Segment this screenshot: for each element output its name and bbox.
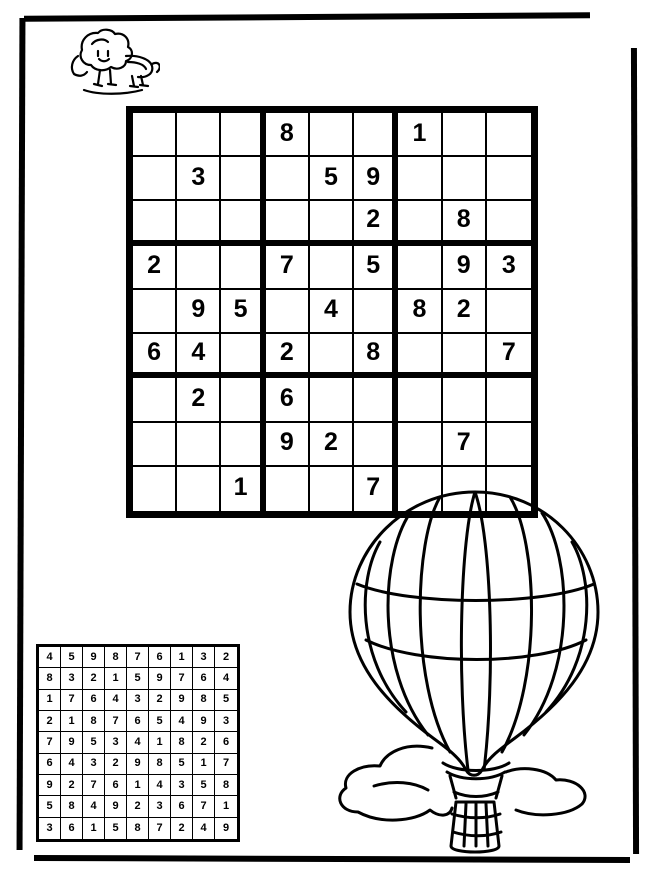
solution-cell-r4c5: 6 <box>127 711 149 732</box>
sudoku-cell-r8c4[interactable]: 9 <box>266 423 310 467</box>
solution-cell-r8c2: 8 <box>61 796 83 817</box>
solution-cell-r5c3: 5 <box>83 732 105 753</box>
sudoku-cell-r7c7[interactable] <box>398 378 442 422</box>
sudoku-cell-r2c7[interactable] <box>398 157 442 201</box>
sudoku-cell-r2c9[interactable] <box>487 157 531 201</box>
solution-cell-r2c3: 2 <box>83 668 105 689</box>
solution-cell-r4c3: 8 <box>83 711 105 732</box>
sudoku-cell-r4c7[interactable] <box>398 246 442 290</box>
solution-cell-r3c2: 7 <box>61 690 83 711</box>
sudoku-cell-r5c6[interactable] <box>354 290 398 334</box>
sudoku-cell-r2c6[interactable]: 9 <box>354 157 398 201</box>
sudoku-cell-r7c6[interactable] <box>354 378 398 422</box>
sudoku-cell-r1c4[interactable]: 8 <box>266 113 310 157</box>
sudoku-cell-r7c2[interactable]: 2 <box>177 378 221 422</box>
solution-cell-r3c4: 4 <box>105 690 127 711</box>
sudoku-cell-r6c7[interactable] <box>398 334 442 378</box>
solution-cell-r8c8: 7 <box>193 796 215 817</box>
sudoku-puzzle-grid[interactable] <box>126 106 538 518</box>
solution-cell-r5c9: 6 <box>215 732 237 753</box>
sudoku-cell-r3c7[interactable] <box>398 201 442 245</box>
solution-cell-r7c5: 1 <box>127 775 149 796</box>
sudoku-cell-r8c9[interactable] <box>487 423 531 467</box>
sudoku-cell-r8c7[interactable] <box>398 423 442 467</box>
sudoku-cell-r4c3[interactable] <box>221 246 265 290</box>
sudoku-cell-r8c5[interactable]: 2 <box>310 423 354 467</box>
solution-cell-r4c1: 2 <box>39 711 61 732</box>
solution-cell-r3c9: 5 <box>215 690 237 711</box>
solution-cell-r6c2: 4 <box>61 754 83 775</box>
sudoku-cell-r6c8[interactable] <box>443 334 487 378</box>
sudoku-cell-r5c3[interactable]: 5 <box>221 290 265 334</box>
solution-cell-r2c2: 3 <box>61 668 83 689</box>
sudoku-cell-r3c3[interactable] <box>221 201 265 245</box>
sudoku-cell-r8c8[interactable]: 7 <box>443 423 487 467</box>
hot-air-balloon-drawing <box>310 480 640 870</box>
solution-cell-r7c3: 7 <box>83 775 105 796</box>
sudoku-cell-r1c6[interactable] <box>354 113 398 157</box>
solution-cell-r3c8: 8 <box>193 690 215 711</box>
solution-cell-r2c5: 5 <box>127 668 149 689</box>
solution-cell-r7c6: 4 <box>149 775 171 796</box>
solution-cell-r4c4: 7 <box>105 711 127 732</box>
sudoku-cell-r6c2[interactable]: 4 <box>177 334 221 378</box>
sudoku-cell-r7c8[interactable] <box>443 378 487 422</box>
page-border-left <box>17 18 26 850</box>
solution-cell-r2c9: 4 <box>215 668 237 689</box>
sudoku-solution-grid <box>36 644 240 842</box>
sudoku-cell-r5c7[interactable]: 8 <box>398 290 442 334</box>
solution-cell-r8c7: 6 <box>171 796 193 817</box>
sudoku-cell-r6c4[interactable]: 2 <box>266 334 310 378</box>
solution-cell-r7c1: 9 <box>39 775 61 796</box>
sudoku-cell-r1c3[interactable] <box>221 113 265 157</box>
solution-cell-r1c7: 1 <box>171 647 193 668</box>
sudoku-cell-r3c1[interactable] <box>133 201 177 245</box>
sudoku-cell-r5c4[interactable] <box>266 290 310 334</box>
solution-cell-r5c5: 4 <box>127 732 149 753</box>
sudoku-cell-r5c8[interactable]: 2 <box>443 290 487 334</box>
solution-cell-r2c4: 1 <box>105 668 127 689</box>
solution-cell-r6c9: 7 <box>215 754 237 775</box>
sudoku-cell-r7c4[interactable]: 6 <box>266 378 310 422</box>
solution-cell-r1c3: 9 <box>83 647 105 668</box>
solution-cell-r7c9: 8 <box>215 775 237 796</box>
sudoku-cell-r7c5[interactable] <box>310 378 354 422</box>
sudoku-cell-r5c1[interactable] <box>133 290 177 334</box>
sudoku-cell-r6c5[interactable] <box>310 334 354 378</box>
solution-cell-r5c2: 9 <box>61 732 83 753</box>
sudoku-cell-r2c4[interactable] <box>266 157 310 201</box>
sudoku-cell-r7c9[interactable] <box>487 378 531 422</box>
sudoku-cell-r1c7[interactable]: 1 <box>398 113 442 157</box>
solution-cell-r4c2: 1 <box>61 711 83 732</box>
sudoku-cell-r3c2[interactable] <box>177 201 221 245</box>
sudoku-cell-r3c6[interactable]: 2 <box>354 201 398 245</box>
solution-cell-r1c1: 4 <box>39 647 61 668</box>
lion-mascot-logo <box>40 26 160 96</box>
sudoku-cell-r6c6[interactable]: 8 <box>354 334 398 378</box>
solution-cell-r9c3: 1 <box>83 818 105 839</box>
sudoku-cell-r4c5[interactable] <box>310 246 354 290</box>
solution-cell-r2c6: 9 <box>149 668 171 689</box>
solution-cell-r1c5: 7 <box>127 647 149 668</box>
sudoku-cell-r2c2[interactable]: 3 <box>177 157 221 201</box>
solution-cell-r3c7: 9 <box>171 690 193 711</box>
solution-cell-r4c7: 4 <box>171 711 193 732</box>
page-border-top <box>24 12 590 21</box>
sudoku-cell-r2c3[interactable] <box>221 157 265 201</box>
sudoku-cell-r3c9[interactable] <box>487 201 531 245</box>
solution-cell-r6c6: 8 <box>149 754 171 775</box>
sudoku-cell-r4c2[interactable] <box>177 246 221 290</box>
solution-cell-r8c4: 9 <box>105 796 127 817</box>
sudoku-cell-r8c2[interactable] <box>177 423 221 467</box>
solution-cell-r6c4: 2 <box>105 754 127 775</box>
solution-cell-r9c8: 4 <box>193 818 215 839</box>
sudoku-cell-r7c1[interactable] <box>133 378 177 422</box>
solution-cell-r3c5: 3 <box>127 690 149 711</box>
sudoku-cell-r6c1[interactable]: 6 <box>133 334 177 378</box>
solution-cell-r8c1: 5 <box>39 796 61 817</box>
sudoku-cell-r6c9[interactable]: 7 <box>487 334 531 378</box>
sudoku-cell-r9c1[interactable] <box>133 467 177 511</box>
sudoku-cell-r4c6[interactable]: 5 <box>354 246 398 290</box>
solution-cell-r9c1: 3 <box>39 818 61 839</box>
sudoku-cell-r2c5[interactable]: 5 <box>310 157 354 201</box>
solution-cell-r6c8: 1 <box>193 754 215 775</box>
solution-cell-r6c7: 5 <box>171 754 193 775</box>
solution-cell-r8c3: 4 <box>83 796 105 817</box>
solution-cell-r7c8: 5 <box>193 775 215 796</box>
sudoku-cell-r9c2[interactable] <box>177 467 221 511</box>
solution-cell-r1c2: 5 <box>61 647 83 668</box>
sudoku-cell-r9c6[interactable]: 7 <box>354 467 398 511</box>
sudoku-cell-r3c5[interactable] <box>310 201 354 245</box>
sudoku-cell-r3c4[interactable] <box>266 201 310 245</box>
sudoku-cell-r1c5[interactable] <box>310 113 354 157</box>
solution-cell-r4c9: 3 <box>215 711 237 732</box>
sudoku-cell-r1c9[interactable] <box>487 113 531 157</box>
sudoku-cell-r1c2[interactable] <box>177 113 221 157</box>
solution-cell-r1c6: 6 <box>149 647 171 668</box>
sudoku-cell-r1c1[interactable] <box>133 113 177 157</box>
solution-cell-r2c8: 6 <box>193 668 215 689</box>
solution-cell-r7c4: 6 <box>105 775 127 796</box>
sudoku-cell-r8c3[interactable] <box>221 423 265 467</box>
solution-cell-r6c1: 6 <box>39 754 61 775</box>
solution-cell-r4c8: 9 <box>193 711 215 732</box>
solution-cell-r3c6: 2 <box>149 690 171 711</box>
sudoku-cell-r4c9[interactable]: 3 <box>487 246 531 290</box>
solution-cell-r1c8: 3 <box>193 647 215 668</box>
solution-cell-r8c9: 1 <box>215 796 237 817</box>
solution-cell-r3c1: 1 <box>39 690 61 711</box>
solution-cell-r9c9: 9 <box>222 821 230 834</box>
sudoku-cell-r3c8[interactable]: 8 <box>443 201 487 245</box>
solution-cell-r9c6: 7 <box>149 818 171 839</box>
solution-cell-r2c7: 7 <box>171 668 193 689</box>
sudoku-cell-r8c6[interactable] <box>354 423 398 467</box>
sudoku-cell-r5c5[interactable]: 4 <box>310 290 354 334</box>
solution-cell-r2c1: 8 <box>39 668 61 689</box>
solution-cell-r4c6: 5 <box>149 711 171 732</box>
sudoku-cell-r9c4[interactable] <box>266 467 310 511</box>
sudoku-cell-r7c3[interactable] <box>221 378 265 422</box>
sudoku-cell-r4c8[interactable]: 9 <box>443 246 487 290</box>
solution-cell-r8c6: 3 <box>149 796 171 817</box>
sudoku-cell-r2c1[interactable] <box>133 157 177 201</box>
sudoku-cell-r4c4[interactable]: 7 <box>266 246 310 290</box>
solution-cell-r6c5: 9 <box>127 754 149 775</box>
solution-cell-r6c3: 3 <box>83 754 105 775</box>
solution-cell-r3c3: 6 <box>83 690 105 711</box>
solution-cell-r9c2: 6 <box>61 818 83 839</box>
sudoku-cell-r5c9[interactable] <box>487 290 531 334</box>
solution-cell-r9c4: 5 <box>105 818 127 839</box>
sudoku-cell-r8c1[interactable] <box>133 423 177 467</box>
sudoku-cell-r4c1[interactable]: 2 <box>133 246 177 290</box>
solution-cell-r7c2: 2 <box>61 775 83 796</box>
solution-cell-r5c7: 8 <box>171 732 193 753</box>
solution-cell-r5c6: 1 <box>149 732 171 753</box>
solution-cell-r9c5: 8 <box>127 818 149 839</box>
solution-cell-r5c1: 7 <box>39 732 61 753</box>
sudoku-cell-r2c8[interactable] <box>443 157 487 201</box>
sudoku-cell-r9c3[interactable]: 1 <box>221 467 265 511</box>
solution-cell-r5c8: 2 <box>193 732 215 753</box>
solution-cell-r1c9: 2 <box>215 647 237 668</box>
solution-cell-r9c7: 2 <box>171 818 193 839</box>
solution-cell-r8c5: 2 <box>127 796 149 817</box>
sudoku-cell-r6c3[interactable] <box>221 334 265 378</box>
solution-cell-r5c4: 3 <box>105 732 127 753</box>
sudoku-cell-r1c8[interactable] <box>443 113 487 157</box>
solution-cell-r1c4: 8 <box>105 647 127 668</box>
solution-cell-r7c7: 3 <box>171 775 193 796</box>
sudoku-cell-r5c2[interactable]: 9 <box>177 290 221 334</box>
